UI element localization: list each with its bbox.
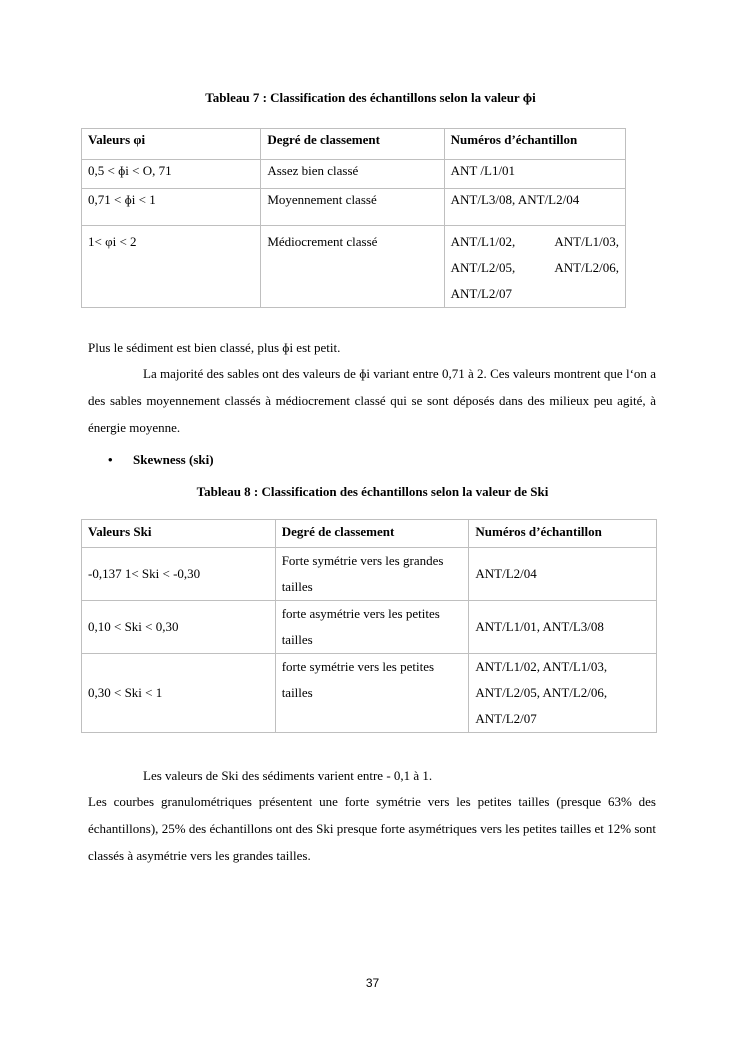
table-row	[82, 601, 657, 654]
table8-cell-samples: ANT/L1/01, ANT/L3/08	[469, 601, 657, 654]
table7-header-samples: Numéros d’échantillon	[444, 129, 625, 160]
table7-cell-samples: ANT/L3/08, ANT/L2/04	[444, 189, 625, 226]
table8	[81, 519, 657, 733]
table7-caption: Tableau 7 : Classification des échantillons selon la valeur ɸi	[205, 90, 536, 105]
page-number: 37	[365, 976, 380, 990]
table8-header-samples: Numéros d’échantillon	[469, 520, 657, 548]
table8-cell-value: -0,137 1< Ski < -0,30	[82, 548, 276, 601]
bullet-icon: •	[108, 452, 113, 467]
table7-cell-degree: Assez bien classé	[261, 160, 444, 189]
paragraph-4: Les courbes granulométriques présentent une forte symétrie vers les petites tailles (presque 63% des échantillons), 25% des échantillons ont des Ski presque forte asymétriques vers les petites tailles et 12% sont classés à asymétrie vers les grandes tailles.	[88, 794, 656, 863]
bullet-skewness	[108, 452, 214, 468]
table7-cell-value: 0,5 < ɸi < O, 71	[82, 160, 261, 189]
table7-cell-value: 1< φi < 2	[82, 226, 261, 308]
sample-line: ANT/L1/02, ANT/L1/03,	[450, 234, 619, 249]
table-header-row	[82, 520, 657, 548]
table-header-row	[82, 129, 626, 160]
table7-cell-degree: Moyennement classé	[261, 189, 444, 226]
sample-line: ANT/L1/02, ANT/L1/03,	[475, 659, 608, 674]
sample-line: ANT/L2/07	[450, 286, 513, 301]
table-row	[82, 548, 657, 601]
table7-cell-samples	[444, 226, 625, 308]
table7-cell-degree: Médiocrement classé	[261, 226, 444, 308]
table-row	[82, 160, 626, 189]
table7-header-degree: Degré de classement	[261, 129, 444, 160]
table8-cell-value: 0,30 < Ski < 1	[82, 654, 276, 733]
paragraph-1: Plus le sédiment est bien classé, plus ɸi est petit.	[88, 340, 341, 355]
table7-cell-samples: ANT /L1/01	[444, 160, 625, 189]
table7	[81, 128, 626, 308]
table8-header-values: Valeurs Ski	[82, 520, 276, 548]
table8-cell-samples: ANT/L2/04	[469, 548, 657, 601]
table8-cell-degree: Forte symétrie vers les grandes tailles	[275, 548, 469, 601]
table-row	[82, 189, 626, 226]
table8-cell-value: 0,10 < Ski < 0,30	[82, 601, 276, 654]
table8-cell-degree: forte asymétrie vers les petites tailles	[275, 601, 469, 654]
sample-line: ANT/L2/05, ANT/L2/06,	[475, 685, 608, 700]
paragraph-2: La majorité des sables ont des valeurs de ɸi variant entre 0,71 à 2. Ces valeurs montrent que l‘on a des sables moyennement classés à médiocrement classé qui se sont déposés dans des milieux peu agité, à énergie moyenne.	[88, 366, 656, 435]
table-row	[82, 226, 626, 308]
table8-cell-samples	[469, 654, 657, 733]
bullet-text: Skewness (ski)	[133, 452, 214, 467]
table7-header-values: Valeurs φi	[82, 129, 261, 160]
paragraph-3: Les valeurs de Ski des sédiments varient entre - 0,1 à 1.	[143, 768, 433, 783]
table7-cell-value: 0,71 < ɸi < 1	[82, 189, 261, 226]
table8-cell-degree: forte symétrie vers les petites tailles	[275, 654, 469, 733]
sample-line: ANT/L2/05, ANT/L2/06,	[450, 260, 619, 275]
table-row	[82, 654, 657, 733]
table8-caption: Tableau 8 : Classification des échantillons selon la valeur de Ski	[196, 484, 549, 499]
sample-line: ANT/L2/07	[475, 711, 537, 726]
table8-header-degree: Degré de classement	[275, 520, 469, 548]
